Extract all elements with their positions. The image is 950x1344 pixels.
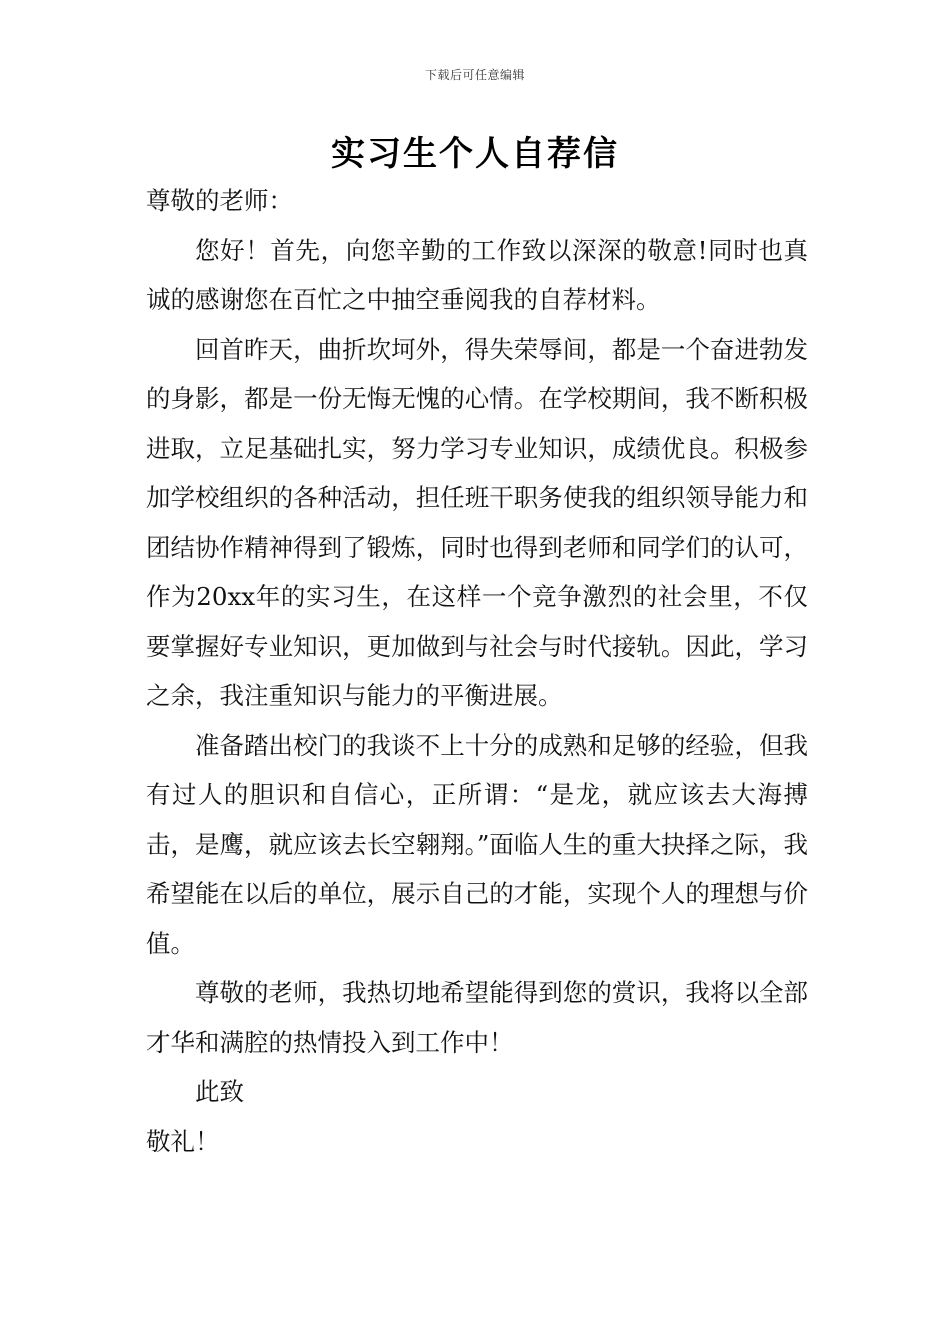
paragraph-greeting: 您好！首先，向您辛勤的工作致以深深的敬意!同时也真诚的感谢您在百忙之中抽空垂阅我的自荐材料。 [146, 235, 808, 314]
header-note: 下载后可任意编辑 [424, 68, 525, 82]
closing-phrase: 此致 [195, 1077, 244, 1106]
paragraph-aspiration: 准备踏出校门的我谈不上十分的成熟和足够的经验，但我有过人的胆识和自信心，正所谓：“是龙，就应该去大海搏击，是鹰，就应该去长空翱翔。”面临人生的重大抉择之际，我希望能在以后的单位，展示自己的才能，实现个人的理想与价值。 [146, 730, 808, 958]
paragraph-request: 尊敬的老师，我热切地希望能得到您的赏识，我将以全部才华和满腔的热情投入到工作中！ [146, 978, 808, 1057]
regards-phrase: 敬礼！ [146, 1126, 220, 1156]
document-title: 实习生个人自荐信 [331, 134, 619, 174]
letter-body [146, 176, 808, 1166]
salutation: 尊敬的老师： [146, 186, 293, 215]
paragraph-background: 回首昨天，曲折坎坷外，得失荣辱间，都是一个奋进勃发的身影，都是一份无悔无愧的心情。在学校期间，我不断积极进取，立足基础扎实，努力学习专业知识，成绩优良。积极参加学校组织的各种活动，担任班干职务使我的组织领导能力和团结协作精神得到了锻炼，同时也得到老师和同学们的认可，作为20xx年的实习生，在这样一个竞争激烈的社会里，不仅要掌握好专业知识，更加做到与社会与时代接轨。因此，学习之余，我注重知识与能力的平衡进展。 [146, 334, 808, 710]
